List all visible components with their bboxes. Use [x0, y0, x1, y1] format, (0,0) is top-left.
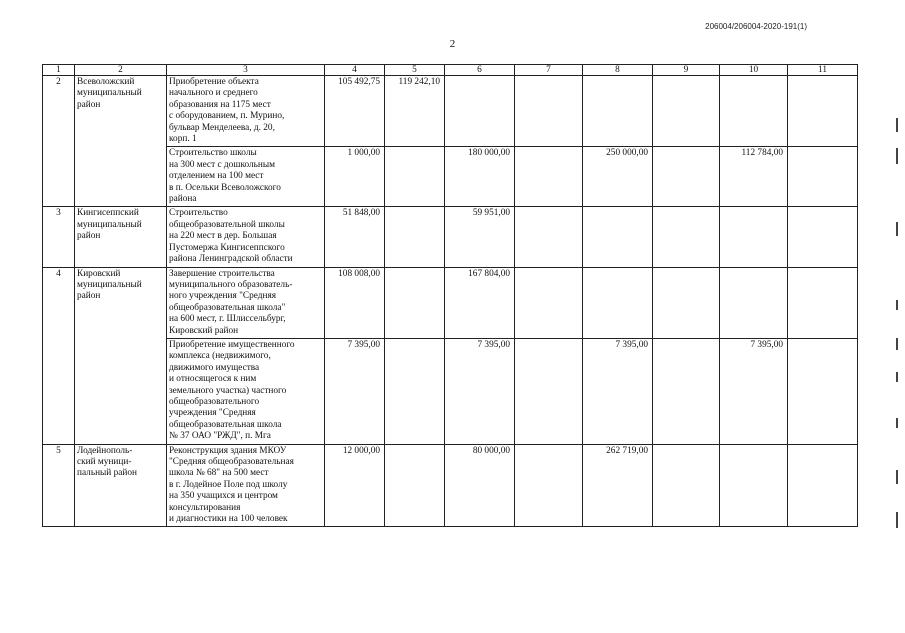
row-number: 3 — [43, 207, 75, 267]
amount-cell-c5 — [385, 207, 445, 267]
scan-edge-mark — [896, 148, 898, 164]
column-number-row — [43, 65, 858, 76]
district-name: Кингисеппский муниципальный район — [75, 207, 167, 267]
district-name: Кировский муниципальный район — [75, 267, 167, 444]
column-number-7: 7 — [515, 65, 583, 76]
amount-cell-c10 — [720, 76, 788, 147]
amount-cell-c11 — [788, 207, 858, 267]
scan-edge-mark — [896, 512, 898, 528]
amount-cell-c6: 80 000,00 — [445, 444, 515, 527]
amount-cell-c10 — [720, 207, 788, 267]
amount-cell-c9 — [653, 444, 720, 527]
project-description: Реконструкция здания МКОУ "Средняя общеобразовательная школа № 68" на 500 мест в г. Лодейное Поле под школу на 350 учащихся и центром консультирования и диагностики на 100 человек — [167, 444, 325, 527]
amount-cell-c10: 7 395,00 — [720, 338, 788, 444]
amount-cell-c11 — [788, 76, 858, 147]
amount-cell-c11 — [788, 147, 858, 207]
row-number: 5 — [43, 444, 75, 527]
scan-edge-mark — [896, 372, 898, 382]
amount-cell-c10 — [720, 444, 788, 527]
table-row — [43, 207, 858, 267]
amount-cell-c4: 51 848,00 — [325, 207, 385, 267]
column-number-10: 10 — [720, 65, 788, 76]
amount-cell-c5: 119 242,10 — [385, 76, 445, 147]
amount-cell-c4: 7 395,00 — [325, 338, 385, 444]
amount-cell-c9 — [653, 147, 720, 207]
amount-cell-c9 — [653, 76, 720, 147]
amount-cell-c9 — [653, 267, 720, 338]
amount-cell-c7 — [515, 76, 583, 147]
column-number-9: 9 — [653, 65, 720, 76]
table-row — [43, 76, 858, 147]
amount-cell-c11 — [788, 338, 858, 444]
amount-cell-c6 — [445, 76, 515, 147]
amount-cell-c7 — [515, 147, 583, 207]
amount-cell-c11 — [788, 267, 858, 338]
amount-cell-c5 — [385, 338, 445, 444]
project-description: Строительство школы на 300 мест с дошкольным отделением на 100 мест в п. Осельки Всеволожского района — [167, 147, 325, 207]
scan-edge-mark — [896, 222, 898, 236]
column-number-3: 3 — [167, 65, 325, 76]
amount-cell-c4: 1 000,00 — [325, 147, 385, 207]
column-number-8: 8 — [583, 65, 653, 76]
column-number-4: 4 — [325, 65, 385, 76]
amount-cell-c7 — [515, 338, 583, 444]
column-number-5: 5 — [385, 65, 445, 76]
amount-cell-c6: 180 000,00 — [445, 147, 515, 207]
amount-cell-c8: 250 000,00 — [583, 147, 653, 207]
amount-cell-c10 — [720, 267, 788, 338]
scan-edge-mark — [896, 338, 898, 350]
scan-edge-mark — [896, 118, 898, 132]
amount-cell-c5 — [385, 147, 445, 207]
document-id: 206004/206004-2020-191(1) — [705, 22, 807, 31]
project-description: Приобретение имущественного комплекса (недвижимого, движимого имущества и относящегося к ним земельного участка) частного общеобразовательного учреждения "Средняя общеобразовательная школа № 37 ОАО "РЖД", п. Мга — [167, 338, 325, 444]
column-number-2: 2 — [75, 65, 167, 76]
amount-cell-c10: 112 784,00 — [720, 147, 788, 207]
amount-cell-c8: 262 719,00 — [583, 444, 653, 527]
amount-cell-c7 — [515, 444, 583, 527]
table-body — [43, 76, 858, 527]
table-row — [43, 444, 858, 527]
page-number: 2 — [449, 38, 456, 50]
column-number-1: 1 — [43, 65, 75, 76]
scan-edge-mark — [896, 470, 898, 484]
amount-cell-c8: 7 395,00 — [583, 338, 653, 444]
amount-cell-c6: 7 395,00 — [445, 338, 515, 444]
amount-cell-c4: 12 000,00 — [325, 444, 385, 527]
scan-edge-mark — [896, 300, 898, 310]
district-name: Всеволожский муниципальный район — [75, 76, 167, 207]
table-row — [43, 267, 858, 338]
amount-cell-c4: 105 492,75 — [325, 76, 385, 147]
column-number-11: 11 — [788, 65, 858, 76]
funding-table — [42, 64, 858, 527]
district-name: Лодейнополь- ский муници- пальный район — [75, 444, 167, 527]
amount-cell-c4: 108 008,00 — [325, 267, 385, 338]
row-number: 4 — [43, 267, 75, 444]
row-number: 2 — [43, 76, 75, 207]
amount-cell-c5 — [385, 267, 445, 338]
amount-cell-c9 — [653, 338, 720, 444]
amount-cell-c7 — [515, 207, 583, 267]
amount-cell-c9 — [653, 207, 720, 267]
scan-edge-mark — [896, 418, 898, 428]
project-description: Приобретение объекта начального и среднего образования на 1175 мест с оборудованием, п. Мурино, бульвар Менделеева, д. 20, корп. 1 — [167, 76, 325, 147]
project-description: Завершение строительства муниципального образователь- ного учреждения "Средняя общеобразовательная школа" на 600 мест, г. Шлиссельбург, Кировский район — [167, 267, 325, 338]
amount-cell-c8 — [583, 207, 653, 267]
amount-cell-c8 — [583, 76, 653, 147]
project-description: Строительство общеобразовательной школы на 220 мест в дер. Большая Пустомержа Кингисеппского района Ленинградской области — [167, 207, 325, 267]
column-number-6: 6 — [445, 65, 515, 76]
amount-cell-c7 — [515, 267, 583, 338]
amount-cell-c6: 167 804,00 — [445, 267, 515, 338]
amount-cell-c5 — [385, 444, 445, 527]
amount-cell-c6: 59 951,00 — [445, 207, 515, 267]
amount-cell-c11 — [788, 444, 858, 527]
amount-cell-c8 — [583, 267, 653, 338]
